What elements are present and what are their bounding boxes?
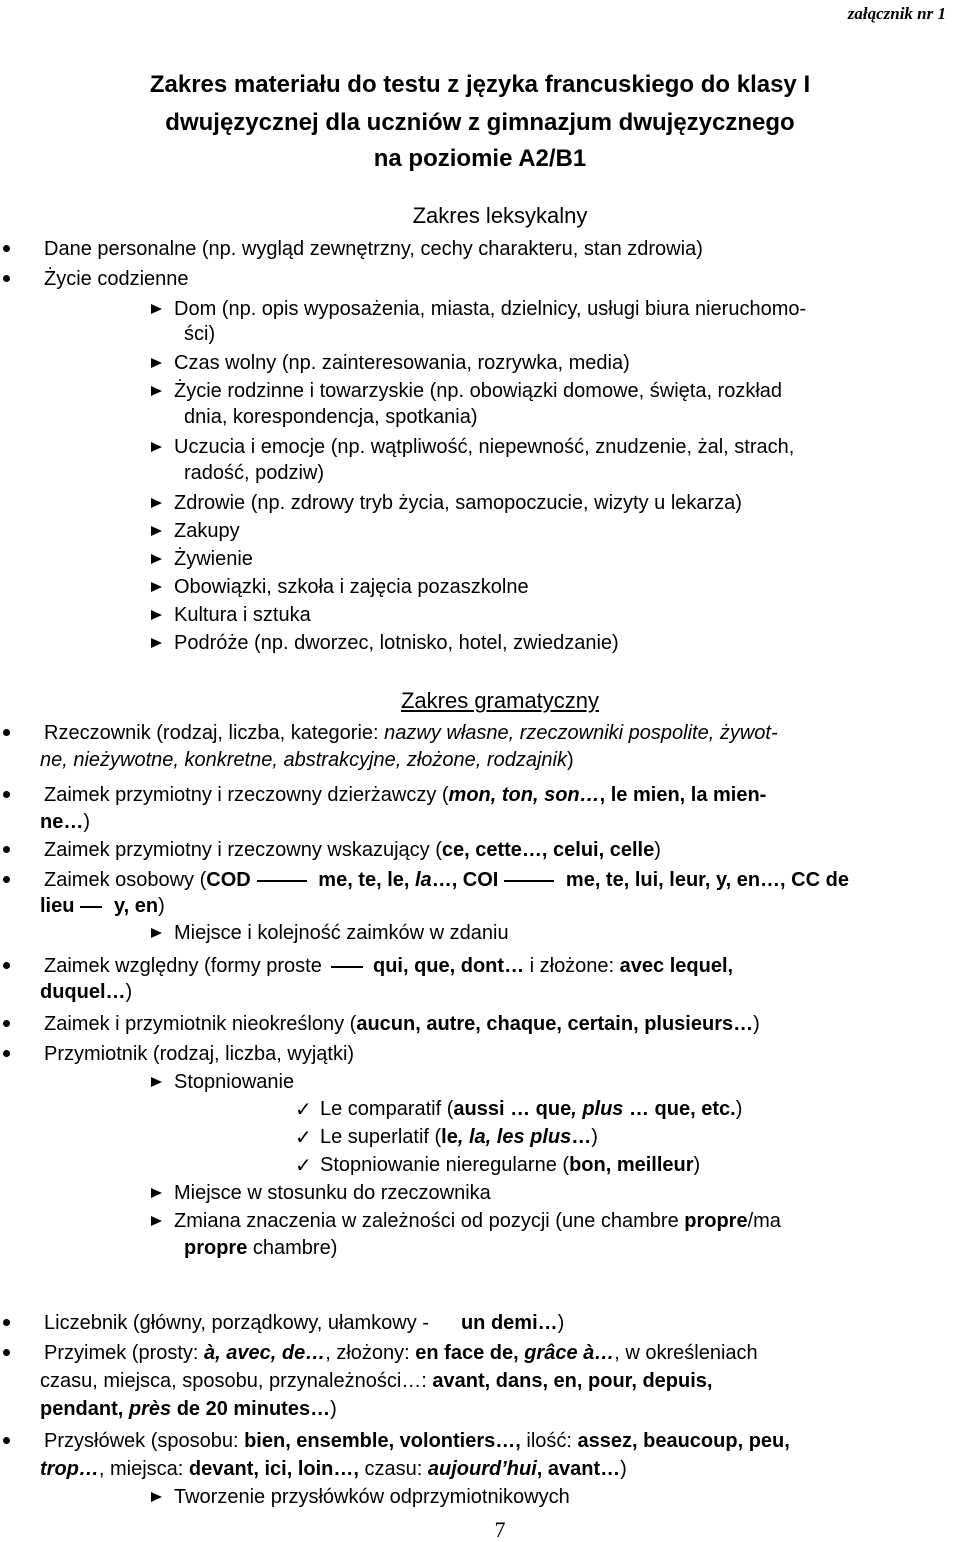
grammar-pronoun-order: Miejsce i kolejność zaimków w zdaniu: [174, 922, 509, 944]
grammar-adjective-position: Miejsce w stosunku do rzeczownika: [174, 1182, 491, 1204]
lexical-sub-shopping: Zakupy: [174, 520, 240, 542]
grammar-preposition-cont-2: pendant, près de 20 minutes…): [40, 1398, 337, 1420]
arrow-bullet-icon: [151, 1216, 162, 1226]
arrow-bullet-icon: [151, 1188, 162, 1198]
grammar-adverb-formation: Tworzenie przysłówków odprzymiotnikowych: [174, 1486, 570, 1508]
grammar-heading: Zakres gramatyczny: [400, 688, 600, 713]
grammar-preposition: Przyimek (prosty: à, avec, de…, złożony: en face de, grâce à…, w określeniach: [44, 1342, 758, 1364]
document-title-line-2: dwujęzycznej dla uczniów z gimnazjum dwujęzycznego: [165, 109, 795, 136]
page-number: 7: [494, 1517, 506, 1542]
grammar-superlative: Le superlatif (le, la, les plus…): [320, 1126, 598, 1148]
grammar-personal-pronoun-cont: lieu y, en): [40, 895, 165, 917]
lexical-sub-emotions-cont: radość, podziw): [184, 462, 325, 484]
lexical-sub-family: Życie rodzinne i towarzyskie (np. obowiązki domowe, święta, rozkład: [174, 380, 783, 402]
bullet-icon: [3, 876, 10, 883]
grammar-comparative: Le comparatif (aussi … que, plus … que, etc.): [320, 1098, 743, 1120]
bullet-icon: [3, 1050, 10, 1057]
grammar-meaning-change: Zmiana znaczenia w zależności od pozycji (une chambre propre/ma: [174, 1210, 781, 1232]
arrow-bullet-icon: [151, 358, 162, 368]
grammar-personal-pronoun: Zaimek osobowy (COD me, te, le, la…, COI me, te, lui, leur, y, en…, CC de: [44, 869, 849, 891]
lexical-item-daily-life: Życie codzienne: [44, 268, 189, 290]
checkmark-icon: ✓: [295, 1097, 312, 1121]
arrow-bullet-icon: [151, 526, 162, 536]
bullet-icon: [3, 962, 10, 969]
arrow-bullet-icon: [151, 582, 162, 592]
grammar-irregular-comparison: Stopniowanie nieregularne (bon, meilleur): [320, 1154, 701, 1176]
lexical-sub-culture: Kultura i sztuka: [174, 604, 311, 626]
grammar-demonstrative: Zaimek przymiotny i rzeczowny wskazujący (ce, cette…, celui, celle): [44, 839, 661, 861]
lexical-sub-home: Dom (np. opis wyposażenia, miasta, dzielnicy, usługi biura nieruchomo-: [174, 298, 807, 320]
bullet-icon: [3, 1437, 10, 1444]
bullet-icon: [3, 245, 10, 252]
bullet-icon: [3, 846, 10, 853]
bullet-icon: [3, 1349, 10, 1356]
lexical-heading: Zakres leksykalny: [412, 203, 588, 228]
document-title-line-1: Zakres materiału do testu z języka francuskiego do klasy I: [149, 71, 811, 98]
bullet-icon: [3, 791, 10, 798]
grammar-comparison: Stopniowanie: [174, 1071, 295, 1093]
arrow-bullet-icon: [151, 1077, 162, 1087]
lexical-sub-school: Obowiązki, szkoła i zajęcia pozaszkolne: [174, 576, 529, 598]
grammar-possessive-cont: ne…): [40, 811, 91, 833]
grammar-adverb-cont: trop…, miejsca: devant, ici, loin…, czasu: aujourd’hui, avant…): [40, 1458, 627, 1480]
arrow-bullet-icon: [151, 442, 162, 452]
lexical-item-personal: Dane personalne (np. wygląd zewnętrzny, cechy charakteru, stan zdrowia): [44, 238, 703, 260]
arrow-bullet-icon: [151, 386, 162, 396]
bullet-icon: [3, 275, 10, 282]
grammar-relative: Zaimek względny (formy proste qui, que, dont… i złożone: avec lequel,: [44, 955, 734, 977]
grammar-numeral: Liczebnik (główny, porządkowy, ułamkowy - un demi…): [44, 1312, 565, 1334]
annex-label: załącznik nr 1: [847, 4, 946, 23]
grammar-relative-cont: duquel…): [40, 981, 133, 1003]
arrow-bullet-icon: [151, 638, 162, 648]
lexical-sub-food: Żywienie: [174, 548, 253, 570]
lexical-sub-family-cont: dnia, korespondencja, spotkania): [184, 406, 478, 428]
lexical-sub-emotions: Uczucia i emocje (np. wątpliwość, niepewność, znudzenie, żal, strach,: [174, 436, 795, 458]
arrow-bullet-icon: [151, 610, 162, 620]
arrow-bullet-icon: [151, 498, 162, 508]
checkmark-icon: ✓: [295, 1153, 312, 1177]
grammar-noun-cont: ne, nieżywotne, konkretne, abstrakcyjne, złożone, rodzajnik): [40, 749, 574, 771]
grammar-possessive: Zaimek przymiotny i rzeczowny dzierżawczy (mon, ton, son…, le mien, la mien-: [44, 784, 767, 806]
arrow-bullet-icon: [151, 928, 162, 938]
grammar-adverb: Przysłówek (sposobu: bien, ensemble, volontiers…, ilość: assez, beaucoup, peu,: [44, 1430, 790, 1452]
grammar-meaning-change-cont: propre chambre): [184, 1237, 338, 1259]
lexical-sub-travel: Podróże (np. dworzec, lotnisko, hotel, zwiedzanie): [174, 632, 619, 654]
grammar-adjective: Przymiotnik (rodzaj, liczba, wyjątki): [44, 1043, 355, 1065]
checkmark-icon: ✓: [295, 1125, 312, 1149]
document-title-line-3: na poziomie A2/B1: [373, 145, 587, 172]
lexical-sub-free-time: Czas wolny (np. zainteresowania, rozrywka, media): [174, 352, 630, 374]
arrow-bullet-icon: [151, 554, 162, 564]
arrow-bullet-icon: [151, 304, 162, 314]
lexical-sub-health: Zdrowie (np. zdrowy tryb życia, samopoczucie, wizyty u lekarza): [174, 492, 742, 514]
grammar-indefinite: Zaimek i przymiotnik nieokreślony (aucun, autre, chaque, certain, plusieurs…): [44, 1013, 760, 1035]
bullet-icon: [3, 729, 10, 736]
arrow-bullet-icon: [151, 1492, 162, 1502]
bullet-icon: [3, 1319, 10, 1326]
grammar-preposition-cont-1: czasu, miejsca, sposobu, przynależności…: avant, dans, en, pour, depuis,: [40, 1370, 713, 1392]
grammar-noun: Rzeczownik (rodzaj, liczba, kategorie: nazwy własne, rzeczowniki pospolite, żywot-: [44, 722, 778, 744]
bullet-icon: [3, 1020, 10, 1027]
lexical-sub-home-cont: ści): [184, 323, 216, 345]
